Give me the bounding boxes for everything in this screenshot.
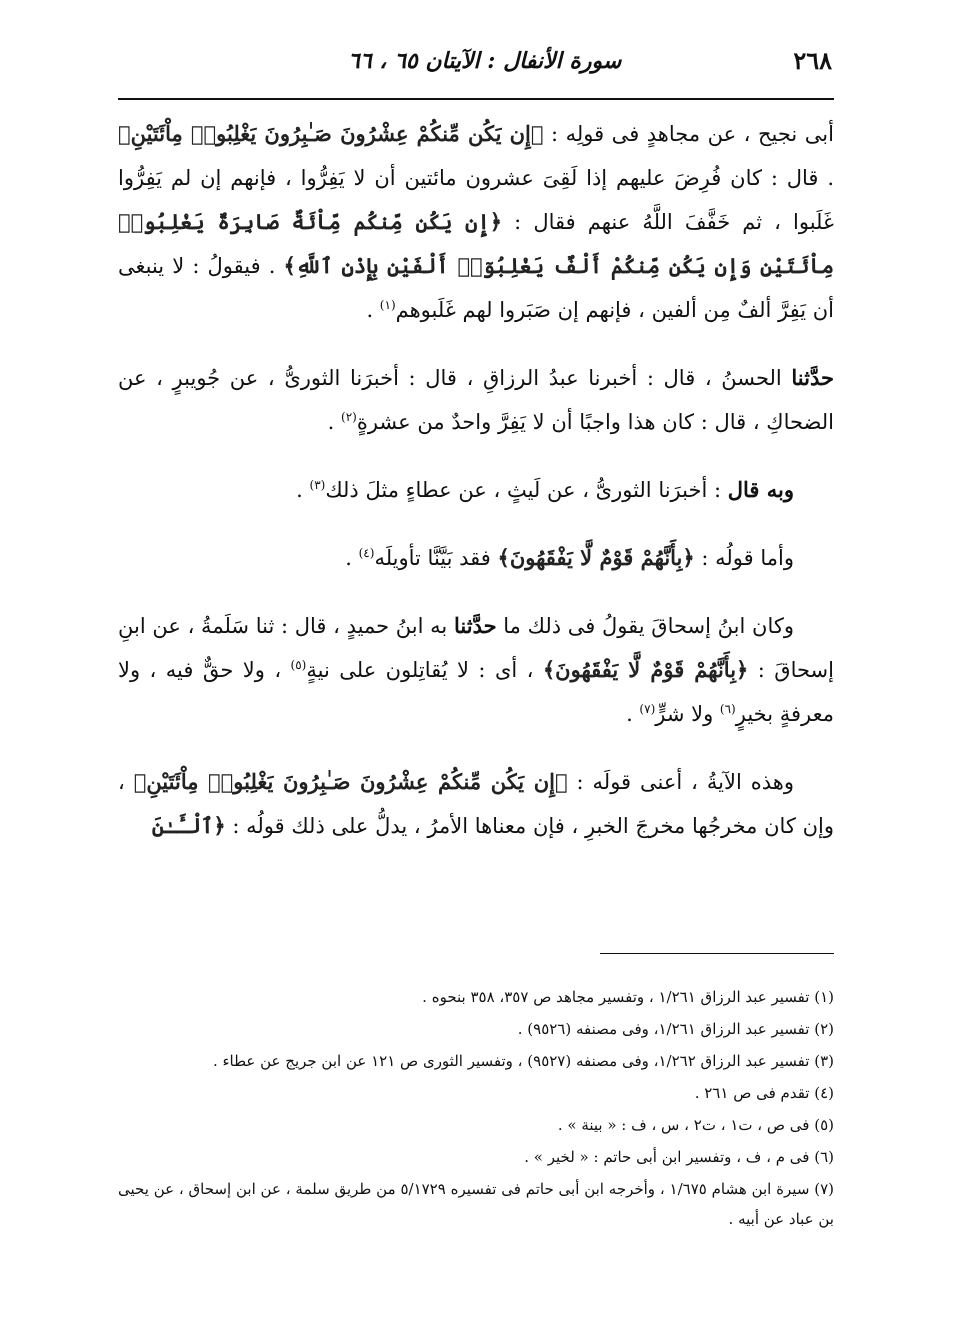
text-run: ، وإن كان مخرجُها مخرجَ الخبرِ ، فإن معناها الأمرُ ، يدلُّ على ذلك قولُه :: [118, 770, 834, 838]
text-run: .: [626, 702, 640, 726]
paragraph-2: [118, 356, 834, 444]
main-text: [118, 112, 834, 872]
page-number: ٢٦٨: [793, 46, 832, 75]
footnote-6: (٦) فى م ، ف ، وتفسير ابن أبى حاتم : « لخير » .: [524, 1148, 834, 1166]
header-divider: [118, 98, 834, 100]
text-run: وأما قولُه :: [694, 546, 794, 570]
quran-verse: ﴿بِأَنَّهُمْ قَوْمٌ لَّا يَفْقَهُونَ﴾: [542, 657, 749, 682]
paragraph-6: [118, 760, 834, 848]
quran-verse: ﴿إِن يَكُن مِّنكُمْ عِشْرُونَ صَـٰبِرُونَ يَغْلِبُوا۟ مِاْئَتَيْنِ﴾: [133, 769, 568, 794]
footnote-marker: (٣): [309, 478, 326, 492]
narration-lead: حدَّثنا: [791, 365, 834, 390]
footnote-divider: [600, 953, 834, 954]
text-run: أبى نجيح ، عن مجاهدٍ فى قولِه :: [543, 122, 834, 146]
paragraph-1: [118, 112, 834, 332]
text-run: : أخبرَنا الثورىُّ ، عن لَيثٍ ، عن عطاءٍ مثلَ ذلك: [325, 478, 728, 502]
quran-verse: ﴿بِأَنَّهُمْ قَوْمٌ لَّا يَفْقَهُونَ﴾: [497, 545, 695, 570]
quran-verse: ﴿إِن يَكُن مِّنكُم مِّاْئَةٌ صَابِرَةٌ يَغْلِبُوا۟ مِاْئَتَيْنِ وَإِن يَكُن مِّنكُمْ أَلْفٌ يَغْلِبُوٓا۟ أَلْفَيْنِ بِإِذْنِ ٱللَّهِ﴾: [118, 209, 834, 278]
text-run: الحسنُ ، قال : أخبرنا عبدُ الرزاقِ ، قال : أخبرَنا الثورىُّ ، عن جُويبرٍ ، عن الضحاكِ ، قال : كان هذا واجبًا أن لا يَفِرَّ واحدٌ من عشرةٍ: [118, 366, 834, 434]
text-run: ، أى : لا يُقاتِلون على نيةٍ: [306, 658, 543, 682]
footnote-marker: (٦): [719, 702, 736, 716]
footnote-3: (٣) تفسير عبد الرزاق ١/٢٦٢، وفى مصنفه (٩٥٢٧) ، وتفسير الثورى ص ١٢١ عن ابن جريج عن عطاء .: [212, 1052, 834, 1070]
text-run: .: [327, 410, 342, 434]
text-run: .: [345, 546, 359, 570]
footnotes: [118, 982, 834, 1236]
paragraph-4: [118, 536, 834, 580]
footnote-marker: (١): [379, 298, 396, 312]
footnote-7: (٧) سيرة ابن هشام ١/٦٧٥ ، وأخرجه ابن أبى حاتم فى تفسيره ٥/١٧٢٩ من طريق سلمة ، عن ابن إسحاق ، عن يحيى بن عباد عن أبيه .: [118, 1180, 834, 1228]
text-run: . فيقولُ : لا ينبغى أن يَفِرَّ ألفٌ مِن ألفين ، فإنهم إن صَبَروا لهم غَلَبوهم: [118, 254, 834, 322]
quran-verse: ﴿إِن يَكُن مِّنكُمْ عِشْرُونَ صَـٰبِرُونَ يَغْلِبُوا۟ مِاْئَتَيْنِ﴾: [118, 121, 544, 146]
footnote-4: (٤) تقدم فى ص ٢٦١ .: [694, 1084, 834, 1102]
text-run: فقد بَيَّنَّا تأويلَه: [374, 546, 498, 570]
running-title: سورة الأنفال : الآيتان ٦٥ ، ٦٦: [348, 48, 622, 74]
footnote-marker: (٤): [358, 546, 375, 560]
footnote-marker: (٧): [639, 702, 656, 716]
text-run: ، ولا حقٌّ فيه ، ولا معرفةٍ بخيرٍ: [118, 658, 834, 726]
text-run: به ابنُ حميدٍ ، قال : ثنا سَلَمةُ ، عن ابنِ إسحاقَ :: [118, 614, 834, 682]
text-run: ولا شرٍّ: [655, 702, 720, 726]
text-run: وهذه الآيةُ ، أعنى قولَه :: [567, 770, 794, 794]
footnote-2: (٢) تفسير عبد الرزاق ١/٢٦١، وفى مصنفه (٩٥٢٦) .: [517, 1020, 834, 1038]
footnote-5: (٥) فى ص ، ت١ ، ت٢ ، س ، ف : « بينة » .: [557, 1116, 834, 1134]
narration-lead: حدَّثنا: [453, 613, 497, 638]
quran-verse: ﴿ٱلْـَٔـٰنَ: [151, 813, 226, 838]
footnote-marker: (٢): [341, 410, 357, 424]
paragraph-3: [118, 468, 834, 512]
footnote-marker: (٥): [290, 658, 307, 672]
narration-lead: وبه قال: [727, 477, 794, 502]
footnote-1: (١) تفسير عبد الرزاق ١/٢٦١ ، وتفسير مجاهد ص ٣٥٧، ٣٥٨ بنحوه .: [422, 988, 834, 1006]
text-run: .: [296, 478, 310, 502]
paragraph-5: [118, 604, 834, 736]
page-header: [118, 44, 834, 84]
text-run: . قال : كان فُرِضَ عليهم إذا لَقِىَ عشرون مائتين أن لا يَفِرُّوا ، فإنهم إن لم يَفِرُّوا غَلَبوا ، ثم خَفَّفَ اللَّهُ عنهم فقال :: [118, 166, 834, 234]
text-run: .: [366, 298, 380, 322]
text-run: وكان ابنُ إسحاقَ يقولُ فى ذلك ما: [496, 614, 794, 638]
